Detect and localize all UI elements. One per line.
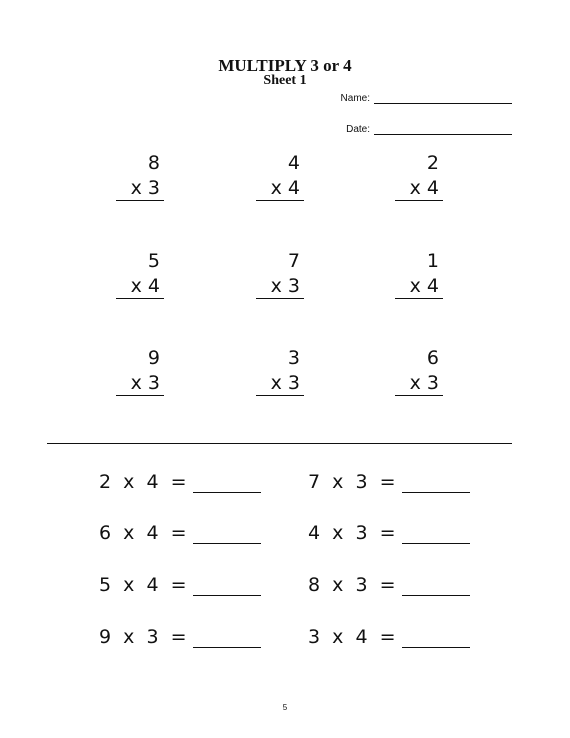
problem-multiplier: x 4 (409, 275, 439, 297)
horizontal-problem (308, 521, 470, 544)
date-field (346, 123, 512, 135)
problem-top-number: 6 (426, 347, 439, 369)
vertical-problem (256, 249, 304, 299)
problem-expression: 5 x 4 = (99, 574, 187, 596)
horizontal-problem (308, 470, 470, 493)
problem-expression: 3 x 4 = (308, 626, 396, 648)
name-label: Name: (340, 93, 370, 104)
problem-expression: 7 x 3 = (308, 471, 396, 493)
vertical-problem (395, 249, 443, 299)
date-line[interactable] (374, 123, 512, 135)
vertical-problem (395, 151, 443, 201)
problem-expression: 6 x 4 = (99, 522, 187, 544)
problem-multiplier: x 3 (409, 372, 439, 394)
problem-top-number: 4 (287, 152, 300, 174)
answer-blank[interactable] (193, 470, 261, 493)
problem-multiplier: x 4 (130, 275, 160, 297)
answer-rule (395, 200, 443, 201)
problem-multiplier: x 4 (270, 177, 300, 199)
answer-rule (256, 200, 304, 201)
problem-top-number: 3 (287, 347, 300, 369)
answer-rule (116, 395, 164, 396)
answer-rule (256, 395, 304, 396)
answer-blank[interactable] (193, 625, 261, 648)
problem-expression: 8 x 3 = (308, 574, 396, 596)
page-number: 5 (282, 703, 288, 712)
answer-rule (116, 200, 164, 201)
horizontal-problem (308, 573, 470, 596)
worksheet-subtitle: Sheet 1 (263, 73, 307, 88)
answer-rule (116, 298, 164, 299)
vertical-problem (116, 151, 164, 201)
horizontal-problem (99, 573, 261, 596)
problem-top-number: 2 (426, 152, 439, 174)
section-divider (47, 443, 512, 444)
problem-multiplier: x 4 (409, 177, 439, 199)
horizontal-problem (308, 625, 470, 648)
vertical-problem (256, 151, 304, 201)
problem-top-number: 5 (147, 250, 160, 272)
problem-expression: 4 x 3 = (308, 522, 396, 544)
problem-top-number: 9 (147, 347, 160, 369)
answer-blank[interactable] (193, 521, 261, 544)
worksheet-title: MULTIPLY 3 or 4 (218, 56, 352, 75)
answer-blank[interactable] (193, 573, 261, 596)
answer-rule (256, 298, 304, 299)
problem-expression: 2 x 4 = (99, 471, 187, 493)
answer-blank[interactable] (402, 521, 470, 544)
date-label: Date: (346, 124, 370, 135)
answer-rule (395, 395, 443, 396)
horizontal-problem (99, 625, 261, 648)
horizontal-problem (99, 470, 261, 493)
problem-top-number: 7 (287, 250, 300, 272)
answer-blank[interactable] (402, 470, 470, 493)
answer-rule (395, 298, 443, 299)
problem-expression: 9 x 3 = (99, 626, 187, 648)
problem-multiplier: x 3 (130, 177, 160, 199)
answer-blank[interactable] (402, 573, 470, 596)
horizontal-problem (99, 521, 261, 544)
vertical-problem (116, 249, 164, 299)
problem-multiplier: x 3 (270, 275, 300, 297)
problem-multiplier: x 3 (130, 372, 160, 394)
name-line[interactable] (374, 92, 512, 104)
vertical-problem (395, 346, 443, 396)
problem-top-number: 8 (147, 152, 160, 174)
name-field (341, 92, 512, 104)
vertical-problem (256, 346, 304, 396)
vertical-problem (116, 346, 164, 396)
answer-blank[interactable] (402, 625, 470, 648)
problem-multiplier: x 3 (270, 372, 300, 394)
problem-top-number: 1 (426, 250, 439, 272)
